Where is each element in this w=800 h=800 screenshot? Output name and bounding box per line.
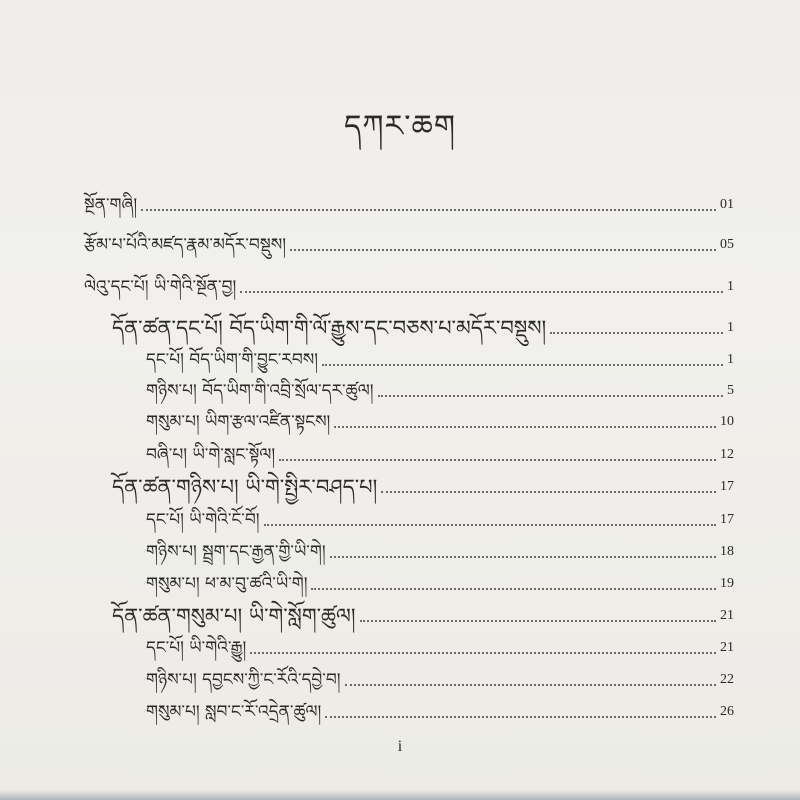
- toc-entry: [146, 693, 734, 723]
- toc-entry-label: བཞི་པ། ཡི་གེ་སླང་སྟོལ།: [146, 445, 276, 465]
- toc-entry-page: 10: [720, 414, 734, 429]
- toc-entry: [146, 436, 734, 466]
- toc-entry: [84, 268, 734, 298]
- toc-entry-label: དང་པོ། ཡི་གེའི་ངོ་བོ།: [146, 510, 260, 530]
- toc-entry: [112, 468, 734, 498]
- toc-leader-dots: [334, 426, 716, 428]
- toc-entry-page: 19: [720, 576, 734, 591]
- toc-entry-label: དང་པོ། ཡི་གེའི་རྒྱུ།: [146, 638, 247, 658]
- toc-entry-page: 12: [720, 447, 734, 462]
- toc-entry-page: 1: [727, 320, 734, 335]
- page-edge-shadow: [0, 790, 800, 800]
- toc-entry-label: གསུམ་པ། ཡིག་རྩལ་འཛིན་སྟངས།: [146, 412, 331, 432]
- toc-entry-page: 17: [720, 479, 734, 494]
- toc-leader-dots: [141, 209, 716, 211]
- toc-entry-label: གཉིས་པ། དབྱངས་ཀྱི་ང་རོའི་དབྱེ་བ།: [146, 670, 341, 690]
- toc-entry: [112, 309, 734, 339]
- toc-entry-label: གཉིས་པ། སྦྲག་དང་རྒྱན་གྱི་ཡི་གེ།: [146, 542, 326, 562]
- toc-entry-page: 17: [720, 512, 734, 527]
- toc-leader-dots: [325, 716, 716, 718]
- toc-entry-page: 21: [720, 608, 734, 623]
- toc-leader-dots: [322, 364, 723, 366]
- toc-entry-label: ལེའུ་དང་པོ། ཡི་གེའི་སྔོན་བྱ།: [84, 277, 237, 297]
- toc-entry-label: གསུམ་པ། སླབ་ང་རོ་འདྲེན་ཚུལ།: [146, 702, 322, 722]
- toc-entry: [146, 533, 734, 563]
- toc-entry-label: དོན་ཚན་དང་པོ། བོད་ཡིག་གི་ལོ་རྒྱུས་དང་བཅས་པ་མདོར་བསྡུས།: [112, 316, 547, 340]
- toc-entry: [112, 597, 734, 627]
- toc-leader-dots: [550, 332, 723, 334]
- page-title: དཀར་ཆག: [344, 109, 456, 144]
- toc-entry: [146, 372, 734, 402]
- toc-leader-dots: [264, 524, 717, 526]
- toc-entry: [146, 403, 734, 433]
- toc-leader-dots: [250, 652, 716, 654]
- toc-leader-dots: [240, 291, 723, 293]
- toc-leader-dots: [290, 249, 716, 251]
- toc-entry: [146, 661, 734, 691]
- toc-entry: [84, 226, 734, 256]
- toc-entry-page: 26: [720, 704, 734, 719]
- page-number: i: [397, 738, 403, 755]
- toc-entry-page: 21: [720, 640, 734, 655]
- toc-entry-page: 22: [720, 672, 734, 687]
- toc-leader-dots: [378, 395, 724, 397]
- toc-entry-label: གསུམ་པ། ཕ་མ་བུ་ཚའི་ཡི་གེ།: [146, 574, 308, 594]
- toc-entry: [146, 341, 734, 371]
- toc-entry-label: སྔོན་གཞི།: [84, 195, 138, 215]
- toc-leader-dots: [279, 459, 716, 461]
- toc-entry: [146, 565, 734, 595]
- toc-entry: [146, 629, 734, 659]
- toc-entry-label: དོན་ཚན་གསུམ་པ། ཡི་གེ་སློག་ཚུལ།: [112, 604, 356, 628]
- toc-entry-label: རྩོམ་པ་པོའི་མཛད་རྣམ་མདོར་བསྡུས།: [84, 235, 286, 255]
- toc-entry: [84, 186, 734, 216]
- toc-leader-dots: [345, 684, 716, 686]
- toc-entry-page: 1: [727, 279, 734, 294]
- toc-entry-page: 05: [720, 237, 734, 252]
- toc-entry-page: 5: [727, 383, 734, 398]
- toc-entry-page: 18: [720, 544, 734, 559]
- toc-leader-dots: [330, 556, 716, 558]
- toc-leader-dots: [360, 620, 717, 622]
- toc-entry-page: 1: [727, 352, 734, 367]
- toc-leader-dots: [311, 588, 716, 590]
- toc-leader-dots: [381, 491, 716, 493]
- toc-entry-label: དང་པོ། བོད་ཡིག་གི་བྱུང་རབས།: [146, 350, 319, 370]
- toc-entry: [146, 501, 734, 531]
- toc-entry-label: དོན་ཚན་གཉིས་པ། ཡི་གེ་སྤྱིར་བཤད་པ།: [112, 475, 378, 499]
- toc-entry-label: གཉིས་པ། བོད་ཡིག་གི་འབྲི་སྲོལ་དར་ཚུལ།: [146, 381, 374, 401]
- toc-entry-page: 01: [720, 197, 734, 212]
